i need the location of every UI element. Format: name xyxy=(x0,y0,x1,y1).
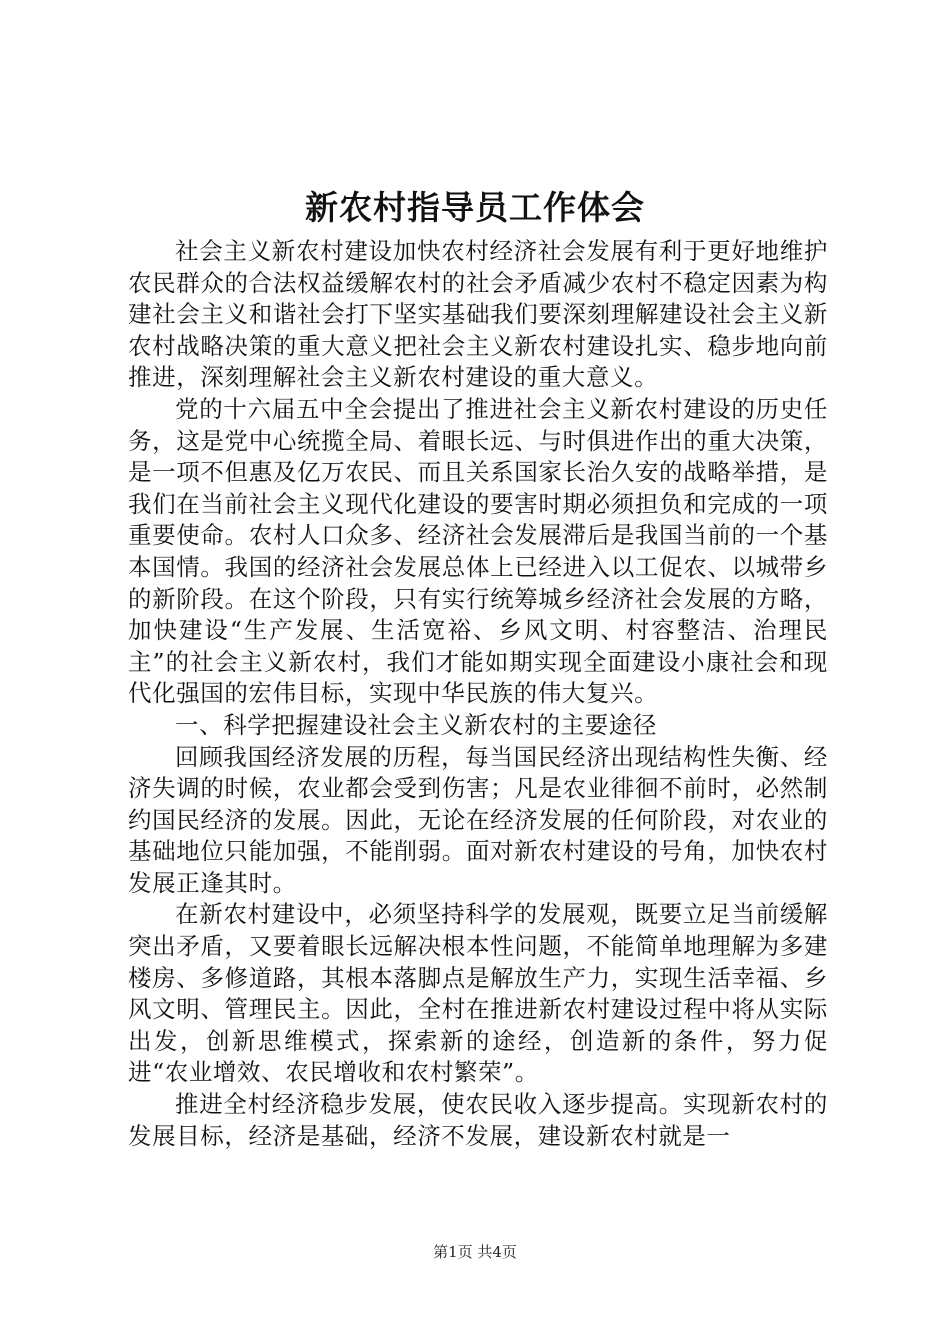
paragraph-5: 推进全村经济稳步发展，使农民收入逐步提高。实现新农村的发展目标，经济是基础，经济不发展，建设新农村就是一 xyxy=(128,1090,828,1150)
section-heading: 一、科学把握建设社会主义新农村的主要途径 xyxy=(175,710,657,739)
paragraph-4: 在新农村建设中，必须坚持科学的发展观，既要立足当前缓解突出矛盾，又要着眼长远解决根本性问题，不能简单地理解为多建楼房、多修道路，其根本落脚点是解放生产力，实现生活幸福、乡风文明、管理民主。因此，全村在推进新农村建设过程中将从实际出发，创新思维模式，探索新的途经，创造新的条件，努力促进“农业增效、农民增收和农村繁荣”。 xyxy=(128,900,828,1087)
page-number: 第1页 共4页 xyxy=(433,1243,517,1261)
paragraph-1: 社会主义新农村建设加快农村经济社会发展有利于更好地维护农民群众的合法权益缓解农村的社会矛盾减少农村不稳定因素为构建社会主义和谐社会打下坚实基础我们要深刻理解建设社会主义新农村战略决策的重大意义把社会主义新农村建设扎实、稳步地向前推进，深刻理解社会主义新农村建设的重大意义。 xyxy=(128,237,828,392)
paragraph-2: 党的十六届五中全会提出了推进社会主义新农村建设的历史任务，这是党中心统揽全局、着眼长远、与时俱进作出的重大决策，是一项不但惠及亿万农民、而且关系国家长治久安的战略举措，是我们在当前社会主义现代化建设的要害时期必须担负和完成的一项重要使命。农村人口众多、经济社会发展滞后是我国当前的一个基本国情。我国的经济社会发展总体上已经进入以工促农、以城带乡的新阶段。在这个阶段，只有实行统筹城乡经济社会发展的方略，加快建设“生产发展、生活宽裕、乡风文明、村容整洁、治理民主”的社会主义新农村，我们才能如期实现全面建设小康社会和现代化强国的宏伟目标，实现中华民族的伟大复兴。 xyxy=(128,394,828,708)
document-body xyxy=(128,236,828,1152)
paragraph-3: 回顾我国经济发展的历程，每当国民经济出现结构性失衡、经济失调的时候，农业都会受到伤害；凡是农业徘徊不前时，必然制约国民经济的发展。因此，无论在经济发展的任何阶段，对农业的基础地位只能加强，不能削弱。面对新农村建设的号角，加快农村发展正逢其时。 xyxy=(128,742,828,897)
document-title: 新农村指导员工作体会 xyxy=(305,188,645,227)
